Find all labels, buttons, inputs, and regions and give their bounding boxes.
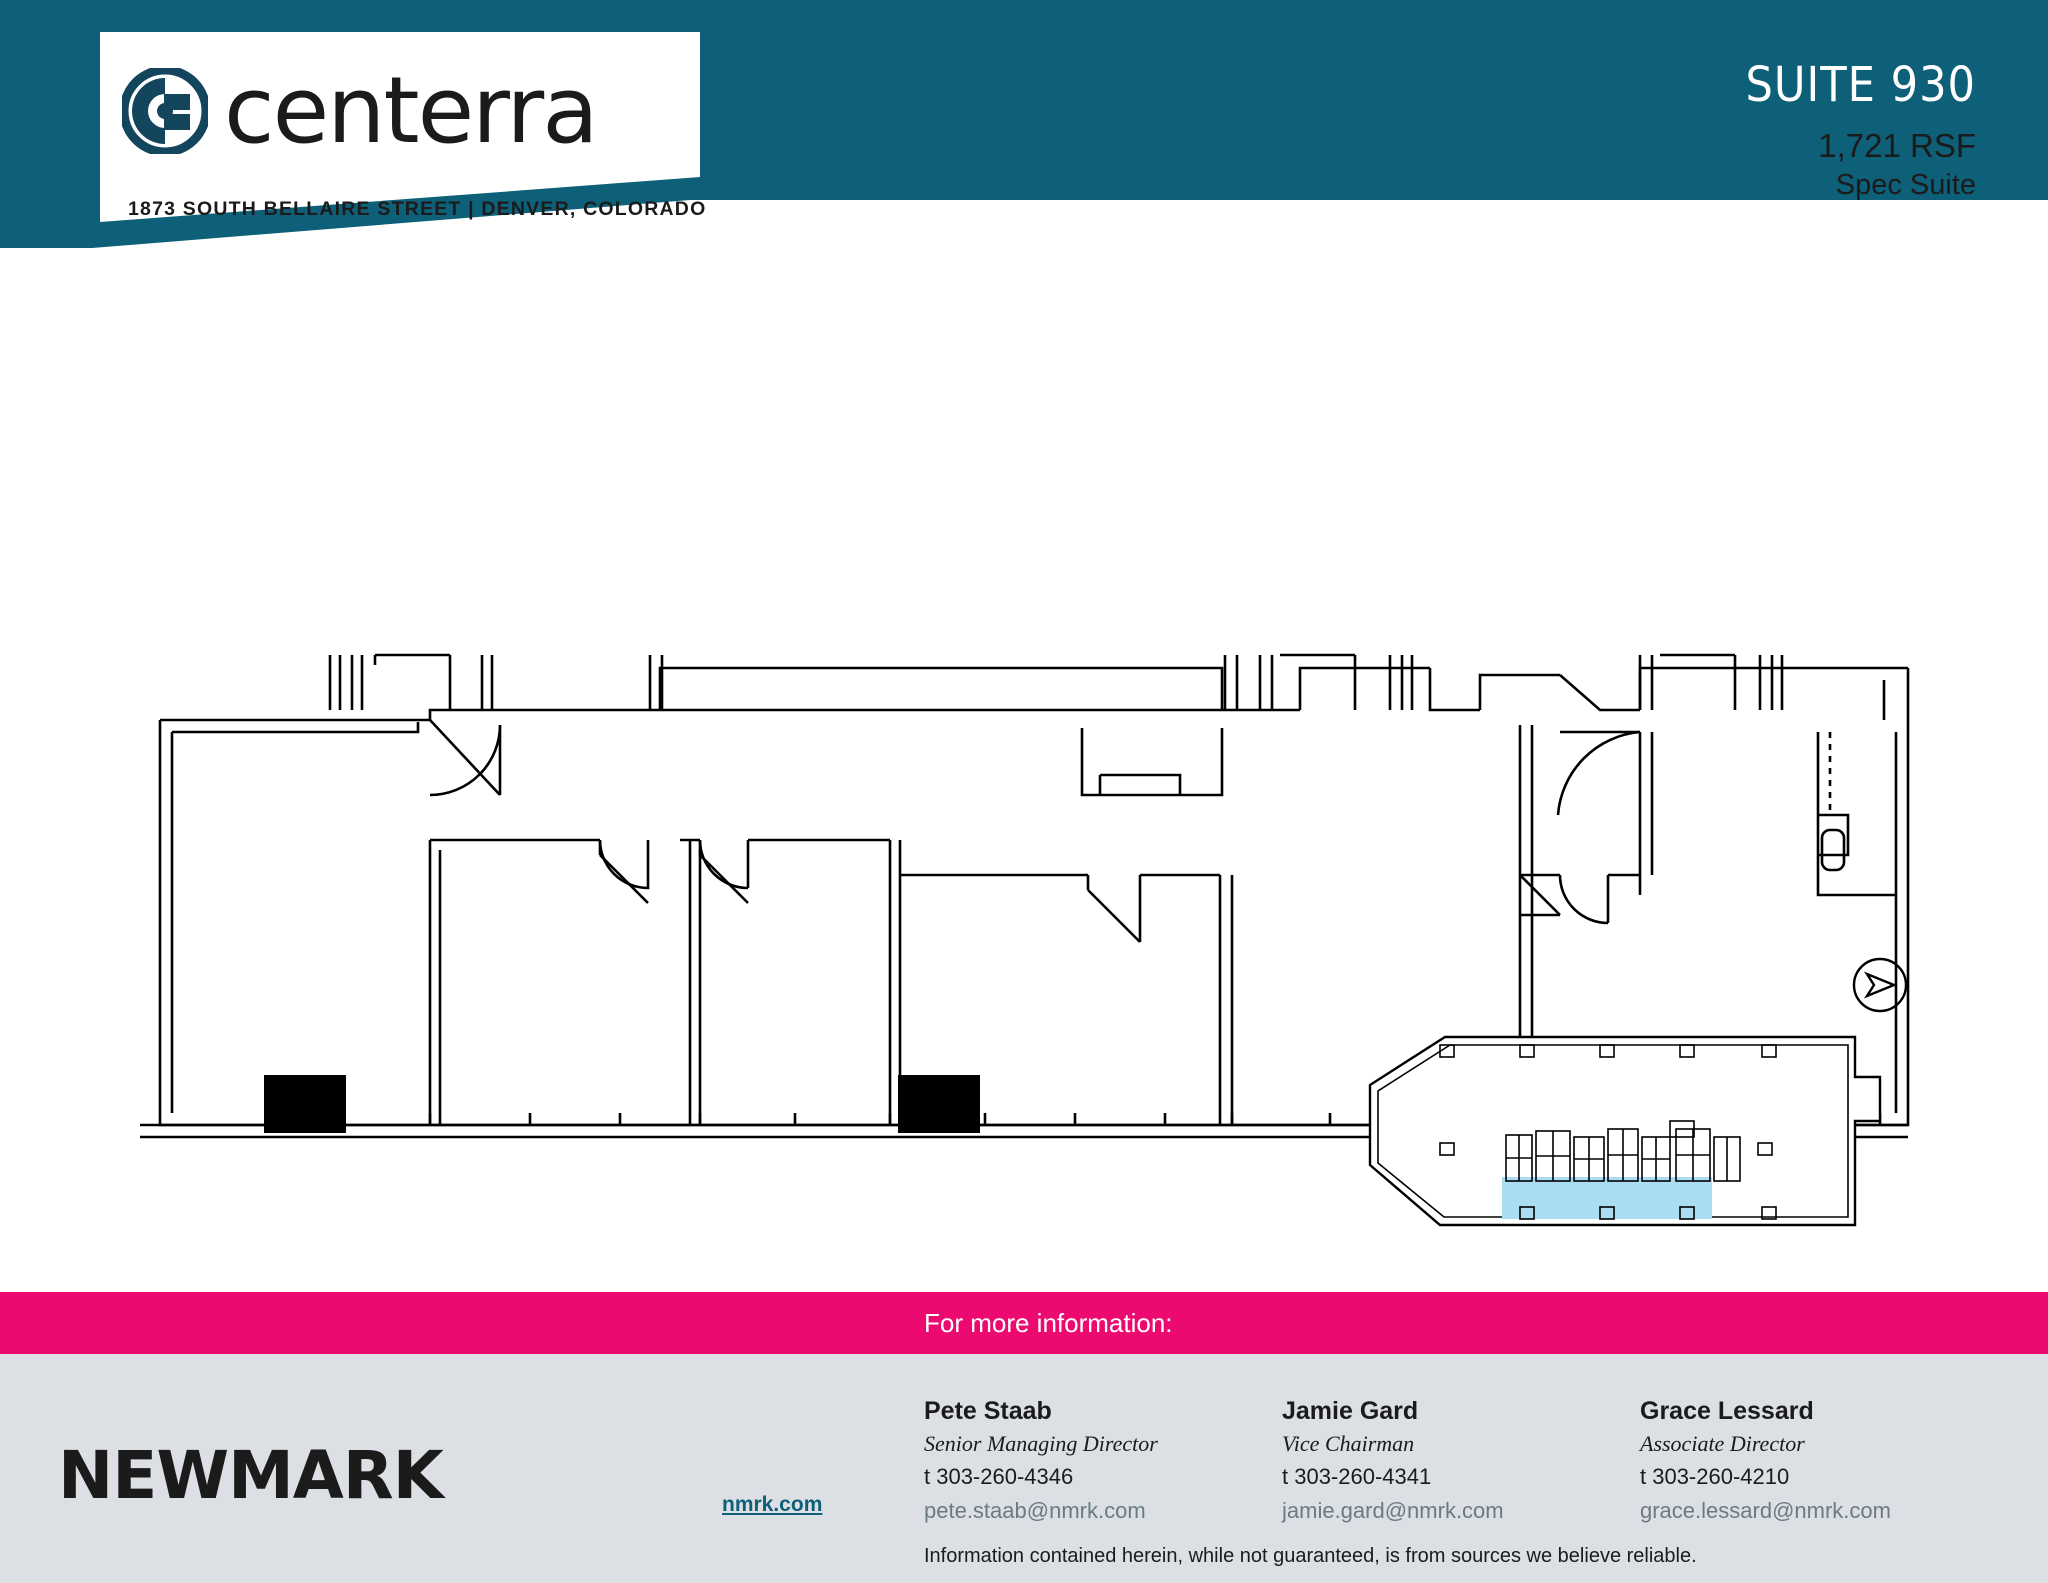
- brand-logo: [122, 57, 597, 164]
- contact-email[interactable]: grace.lessard@nmrk.com: [1640, 1498, 1891, 1523]
- floor-plan: [0, 255, 2048, 1295]
- contact-name: Grace Lessard: [1640, 1397, 1814, 1425]
- contact-email[interactable]: jamie.gard@nmrk.com: [1282, 1498, 1504, 1523]
- contact-card: [1282, 1394, 1640, 1528]
- centerra-c-logo-icon: [122, 68, 208, 154]
- suite-type: Spec Suite: [1835, 169, 1976, 201]
- contact-phone[interactable]: t 303-260-4210: [1640, 1464, 1790, 1489]
- building-key-plan-icon: [1370, 1037, 1880, 1225]
- floor-plan-drawing: [0, 255, 2048, 1295]
- contact-list: [924, 1394, 1998, 1528]
- disclaimer-text: Information contained herein, while not guaranteed, is from sources we believe reliable.: [924, 1545, 1697, 1567]
- suite-info: [1745, 58, 1976, 204]
- contact-title: Associate Director: [1640, 1431, 1805, 1456]
- suite-rsf: 1,721 RSF: [1818, 127, 1976, 164]
- contact-phone[interactable]: t 303-260-4341: [1282, 1464, 1432, 1489]
- logo-wordmark: centerra: [224, 57, 597, 164]
- more-information-label: For more information:: [924, 1308, 1173, 1338]
- newmark-logo: NEWMARK: [58, 1437, 443, 1514]
- suite-title: SUITE 930: [1745, 57, 1976, 113]
- more-information-bar: [0, 1292, 2048, 1354]
- contact-name: Jamie Gard: [1282, 1397, 1419, 1425]
- contact-title: Senior Managing Director: [924, 1431, 1158, 1456]
- header: [0, 0, 2048, 248]
- contact-title: Vice Chairman: [1282, 1431, 1415, 1456]
- contact-card: [1640, 1394, 1998, 1528]
- north-arrow-icon: [1854, 959, 1906, 1011]
- address-line: 1873 SOUTH BELLAIRE STREET | DENVER, COLORADO: [128, 198, 707, 220]
- contact-name: Pete Staab: [924, 1397, 1052, 1425]
- contact-email[interactable]: pete.staab@nmrk.com: [924, 1498, 1146, 1523]
- contact-phone[interactable]: t 303-260-4346: [924, 1464, 1074, 1489]
- contact-card: [924, 1394, 1282, 1528]
- nmrk-website-link[interactable]: nmrk.com: [722, 1493, 823, 1516]
